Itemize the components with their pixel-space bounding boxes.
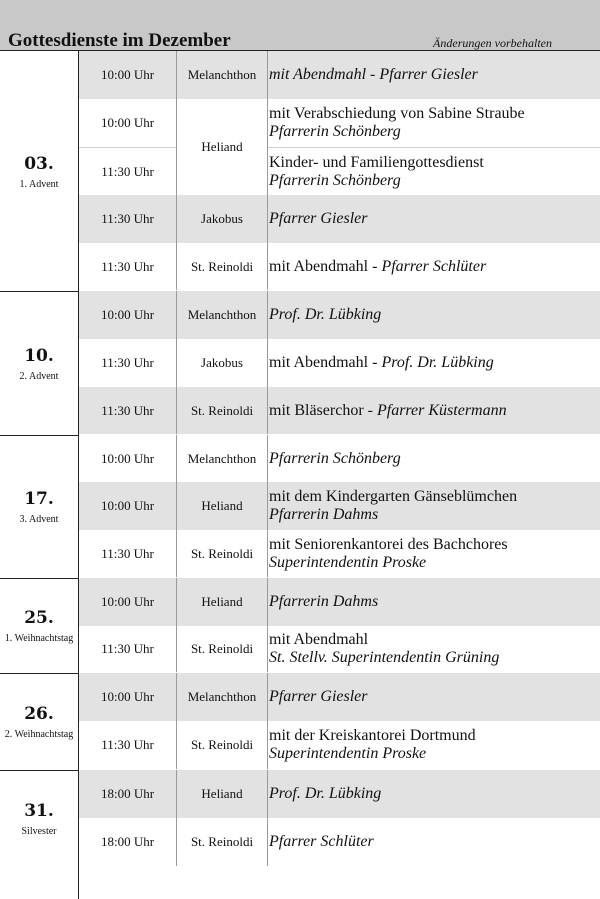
preacher-name: Pfarrer Küstermann — [376, 401, 507, 419]
day-label — [0, 51, 78, 291]
preacher-name: Pfarrer Giesler — [269, 210, 368, 227]
service-row — [79, 99, 600, 147]
day-occasion: 2. Weihnachtstag — [4, 729, 74, 740]
service-time: 10:00 Uhr — [100, 115, 155, 130]
service-time: 18:00 Uhr — [100, 786, 155, 801]
service-description — [269, 770, 596, 818]
service-time: 10:00 Uhr — [100, 307, 155, 322]
service-description — [269, 626, 596, 672]
preacher-name: Pfarrerin Schönberg — [269, 171, 401, 189]
description-text: mit Seniorenkantorei des Bachchores — [269, 535, 508, 553]
service-time: 10:00 Uhr — [100, 594, 155, 609]
day-block-26 — [0, 673, 600, 771]
preacher-name: Pfarrerin Dahms — [269, 506, 379, 523]
service-church: Melanchthon — [176, 291, 268, 339]
service-time: 11:30 Uhr — [101, 402, 154, 418]
preacher-name: Superintendentin Proske — [269, 745, 427, 762]
preacher-name: Prof. Dr. Lübking — [381, 354, 494, 371]
service-description — [269, 818, 596, 866]
service-church: Jakobus — [176, 339, 268, 387]
service-row — [79, 195, 600, 243]
preacher-name: Superintendentin Proske — [269, 553, 427, 571]
day-number: 03. — [24, 153, 54, 174]
service-church: St. Reinoldi — [176, 530, 268, 577]
service-row — [79, 291, 600, 339]
service-time: 11:30 Uhr — [101, 163, 154, 179]
preacher-name: mit Abendmahl - Pfarrer Giesler — [269, 66, 478, 83]
description-text: mit Verabschiedung von Sabine Straube — [269, 105, 525, 122]
service-description — [269, 435, 596, 482]
day-label — [0, 291, 78, 435]
service-description — [269, 530, 596, 577]
service-row — [79, 339, 600, 387]
service-church: Heliand — [176, 99, 268, 195]
day-number: 10. — [24, 345, 54, 366]
preacher-name: Pfarrerin Schönberg — [269, 449, 401, 467]
service-church: Melanchthon — [176, 673, 268, 721]
service-description — [269, 339, 596, 387]
service-time: 11:30 Uhr — [101, 737, 154, 752]
service-church: Heliand — [176, 770, 268, 818]
service-row — [79, 387, 600, 434]
day-number: 26. — [24, 704, 54, 724]
day-occasion: 1. Advent — [19, 178, 59, 190]
service-church: Heliand — [176, 482, 268, 530]
service-description — [269, 578, 596, 626]
preacher-name: Pfarrer Giesler — [269, 688, 368, 705]
service-time: 11:30 Uhr — [101, 641, 154, 656]
service-church: Melanchthon — [176, 51, 268, 99]
service-row — [79, 770, 600, 818]
service-church: St. Reinoldi — [176, 721, 268, 769]
day-block-10 — [0, 291, 600, 436]
service-church: St. Reinoldi — [176, 243, 268, 290]
page-title: Gottesdienste im Dezember — [8, 30, 231, 51]
service-row — [79, 435, 600, 482]
description-text: mit Abendmahl - — [269, 354, 382, 371]
service-row — [79, 626, 600, 672]
service-row — [79, 147, 600, 195]
day-label — [0, 770, 78, 866]
preacher-name: Prof. Dr. Lübking — [269, 306, 382, 323]
description-text: Kinder- und Familiengottesdienst — [269, 153, 484, 171]
preacher-name: Pfarrer Schlüter — [381, 257, 487, 275]
service-church: Jakobus — [176, 195, 268, 243]
service-row — [79, 243, 600, 290]
preacher-name: Pfarrer Schlüter — [269, 833, 374, 850]
day-block-31 — [0, 770, 600, 866]
preacher-name: St. Stellv. Superintendentin Grüning — [269, 649, 500, 666]
service-description — [269, 387, 596, 434]
day-occasion: 1. Weihnachtstag — [4, 633, 74, 644]
day-label — [0, 435, 78, 578]
preacher-name: Pfarrerin Schönberg — [269, 123, 401, 140]
day-number: 31. — [24, 800, 54, 821]
service-church: Melanchthon — [176, 435, 268, 482]
day-occasion: Silvester — [21, 825, 57, 837]
day-number: 25. — [24, 608, 54, 628]
service-description — [269, 195, 596, 243]
service-time: 10:00 Uhr — [100, 450, 155, 466]
day-block-25 — [0, 578, 600, 674]
service-row — [79, 578, 600, 626]
preacher-name: Pfarrerin Dahms — [269, 593, 379, 610]
service-time: 11:30 Uhr — [101, 258, 154, 274]
service-church: St. Reinoldi — [176, 387, 268, 434]
service-description — [269, 291, 596, 339]
description-text: mit der Kreiskantorei Dortmund — [269, 727, 476, 744]
day-occasion: 2. Advent — [19, 370, 59, 382]
service-row — [79, 482, 600, 530]
service-time: 11:30 Uhr — [101, 211, 154, 226]
service-row — [79, 721, 600, 769]
day-occasion: 3. Advent — [19, 514, 59, 525]
service-row — [79, 51, 600, 99]
service-time: 18:00 Uhr — [100, 834, 155, 849]
service-description — [269, 721, 596, 769]
service-time: 10:00 Uhr — [100, 67, 155, 82]
service-time: 11:30 Uhr — [101, 355, 154, 370]
service-row — [79, 530, 600, 577]
service-description — [269, 148, 596, 195]
service-description — [269, 243, 596, 290]
description-text: mit Abendmahl - — [269, 257, 382, 275]
day-number: 17. — [24, 489, 54, 509]
service-time: 11:30 Uhr — [101, 545, 154, 561]
service-row — [79, 673, 600, 721]
service-description — [269, 673, 596, 721]
service-description — [269, 482, 596, 530]
changes-note: Änderungen vorbehalten — [433, 36, 552, 50]
description-text: mit Bläserchor - — [269, 401, 377, 419]
service-description — [269, 99, 596, 147]
preacher-name: Prof. Dr. Lübking — [269, 785, 382, 802]
service-church: St. Reinoldi — [176, 818, 268, 866]
service-church: St. Reinoldi — [176, 626, 268, 672]
day-label — [0, 673, 78, 770]
service-time: 10:00 Uhr — [100, 689, 155, 704]
service-church: Heliand — [176, 578, 268, 626]
service-time: 10:00 Uhr — [100, 498, 155, 513]
day-block-17 — [0, 435, 600, 579]
service-description — [269, 51, 596, 99]
day-label — [0, 578, 78, 673]
day-block-03 — [0, 51, 600, 292]
description-text: mit dem Kindergarten Gänseblümchen — [269, 488, 518, 505]
service-row — [79, 818, 600, 866]
schedule-header — [0, 0, 600, 51]
description-text: mit Abendmahl — [269, 631, 369, 648]
